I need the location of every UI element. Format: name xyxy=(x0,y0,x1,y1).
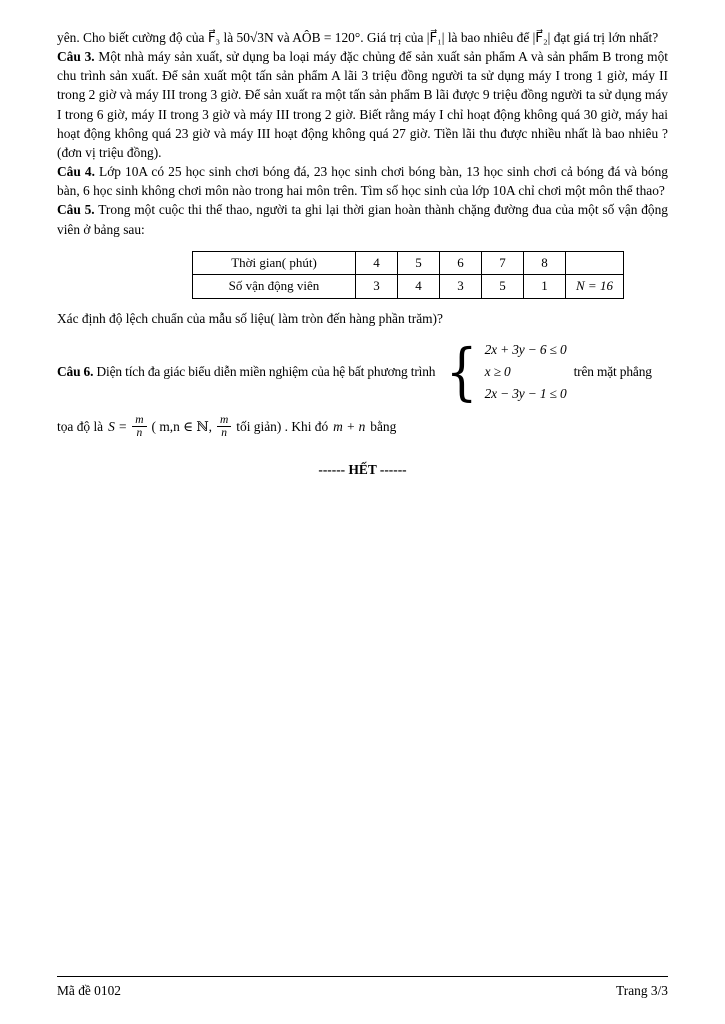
page-footer xyxy=(57,976,668,1000)
question-5 xyxy=(57,200,668,238)
table-row-athletes xyxy=(193,275,624,299)
table-cell: 6 xyxy=(440,251,482,275)
question-6-t2: ( m,n ∈ ℕ, xyxy=(151,419,212,435)
question-4-label: Câu 4. xyxy=(57,164,95,180)
table-cell: Số vận động viên xyxy=(193,275,356,299)
question-6-text-after: trên mặt phẳng xyxy=(573,364,652,380)
question-4 xyxy=(57,162,668,200)
inequality-line-2: x ≥ 0 xyxy=(484,364,511,380)
table-cell: 8 xyxy=(524,251,566,275)
question-6 xyxy=(57,334,668,408)
question-5-text: Trong một cuộc thi thể thao, người ta ghi lại thời gian hoàn thành chặng đường đua của một số vận động viên ở bảng sau: xyxy=(57,202,668,237)
table-cell: 4 xyxy=(398,275,440,299)
table-cell: Thời gian( phút) xyxy=(193,251,356,275)
question-6-t3b: bằng xyxy=(370,419,397,435)
table-cell xyxy=(566,251,624,275)
end-marker: ------ HẾT ------ xyxy=(318,461,407,477)
exam-code: Mã đề 0102 xyxy=(57,982,121,998)
time-frequency-table xyxy=(192,251,624,299)
table-cell: 4 xyxy=(356,251,398,275)
fraction-mn-2 xyxy=(217,414,231,440)
left-brace: { xyxy=(446,334,478,408)
table-cell: 1 xyxy=(524,275,566,299)
table-cell: 5 xyxy=(482,275,524,299)
table-cell: 5 xyxy=(398,251,440,275)
question-6-text-before: Diện tích đa giác biểu diễn miền nghiệm của hệ bất phương trình xyxy=(96,364,436,380)
inequality-line-3: 2x − 3y − 1 ≤ 0 xyxy=(484,386,567,402)
question-3-label: Câu 3. xyxy=(57,49,95,65)
inequality-lines xyxy=(485,340,567,403)
question-6-t1: tọa độ là xyxy=(57,419,104,435)
s-equals: S = xyxy=(108,419,128,435)
fraction-numerator: m xyxy=(132,414,146,428)
fraction-mn-1 xyxy=(132,414,146,440)
question-3-text: Một nhà máy sản xuất, sử dụng ba loại máy đặc chủng để sản xuất sản phẩm A và sản phẩm B trong một chu trình sản xuất. Để sản xuất một tấn sản phẩm A lãi 3 triệu đồng người ta sử dụng máy I trong 1 giờ, máy II trong 2 giờ và máy III trong 3 giờ. Để sản xuất ra một tấn sản phẩm B lãi được 9 triệu đồng người ta sử dụng máy I trong 6 giờ, máy II trong 3 giờ và máy III trong 2 giờ. Biết rằng máy I chỉ hoạt động không quá 30 giờ, máy hai hoạt động không quá 23 giờ và máy III hoạt động không quá 27 giờ. Tiền lãi thu được nhiều nhất là bao nhiêu ? (đơn vị triệu đồng). xyxy=(57,49,668,160)
fraction-denominator: n xyxy=(136,427,143,440)
question-3 xyxy=(57,47,668,162)
question-5-followup: Xác định độ lệch chuẩn của mẫu số liệu( làm tròn đến hàng phần trăm)? xyxy=(57,310,443,326)
question-6-continued xyxy=(57,414,668,440)
inequality-system xyxy=(442,334,567,408)
question-4-text: Lớp 10A có 25 học sinh chơi bóng đá, 23 học sinh chơi bóng bàn, 13 học sinh chơi cả bóng đá và bóng bàn, 6 học sinh không chơi môn nào trong hai môn trên. Tìm số học sinh của lớp 10A chỉ chơi một môn thể thao? xyxy=(57,164,668,199)
paragraph-intro-text: yên. Cho biết cường độ của F⃗₃ là 50√3N và AÔB = 120°. Giá trị của |F⃗₁| là bao nhiêu để |F⃗₂| đạt giá trị lớn nhất? xyxy=(57,30,659,45)
table-cell: N = 16 xyxy=(566,275,624,299)
table-row-time xyxy=(193,251,624,275)
page-number: Trang 3/3 xyxy=(616,982,668,998)
question-6-t3a: tối giản) . Khi đó xyxy=(236,419,329,435)
table-cell: 7 xyxy=(482,251,524,275)
table-cell: 3 xyxy=(356,275,398,299)
question-6-label: Câu 6. xyxy=(57,364,94,380)
paragraph-intro xyxy=(57,28,668,47)
fraction-numerator: m xyxy=(217,414,231,428)
question-5-label: Câu 5. xyxy=(57,202,95,218)
table-cell: 3 xyxy=(440,275,482,299)
m-plus-n: m + n xyxy=(333,419,366,435)
inequality-line-1: 2x + 3y − 6 ≤ 0 xyxy=(484,342,567,358)
fraction-denominator: n xyxy=(221,427,228,440)
question-6-intro xyxy=(57,362,435,381)
